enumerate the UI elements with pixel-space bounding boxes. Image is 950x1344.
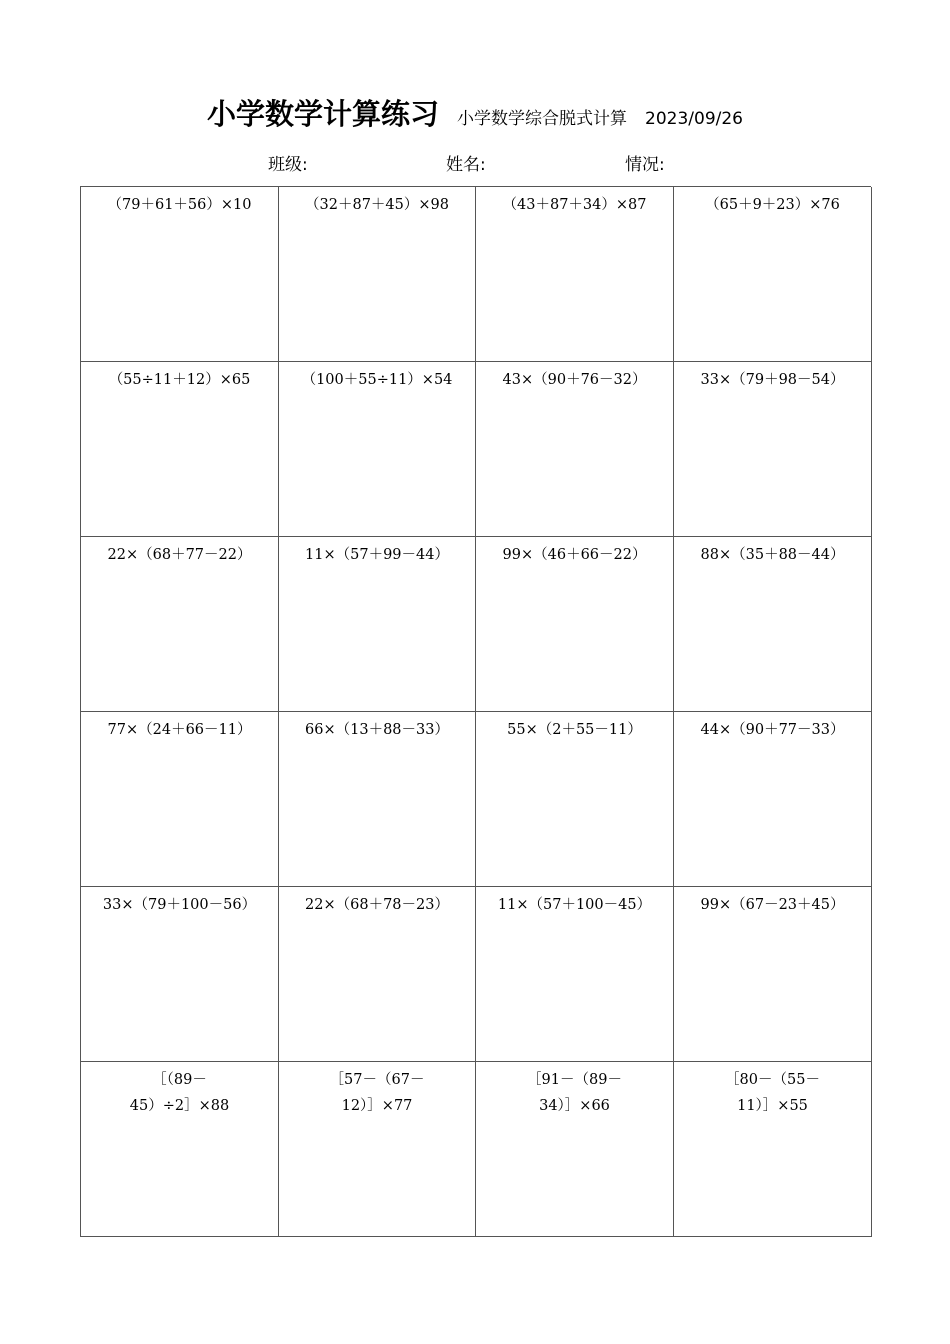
problem-expression: 11）］×55 xyxy=(737,1098,808,1114)
problem-expression: 55×（2＋55－11） xyxy=(507,722,642,738)
problem-cell xyxy=(279,187,476,362)
problem-expression: 66×（13＋88－33） xyxy=(305,722,449,738)
problem-cell xyxy=(476,537,674,712)
problem-expression: 77×（24＋66－11） xyxy=(107,722,252,738)
problem-expression: （79＋61＋56）×10 xyxy=(107,197,252,213)
problem-cell xyxy=(81,1062,279,1237)
problem-expression: 33×（79＋98－54） xyxy=(700,372,845,388)
problem-expression: 45）÷2］×88 xyxy=(129,1098,230,1114)
problem-expression: （43＋87＋34）×87 xyxy=(502,197,647,213)
problem-expression: ［57－（67－ xyxy=(329,1072,425,1088)
problem-cell xyxy=(279,362,476,537)
problem-expression: 99×（46＋66－22） xyxy=(502,547,647,563)
worksheet-date: 2023/09/26 xyxy=(645,109,743,129)
problem-cell xyxy=(279,887,476,1062)
problem-cell xyxy=(279,1062,476,1237)
worksheet-subtitle: 小学数学综合脱式计算 xyxy=(457,109,628,129)
problem-expression: ［80－（55－ xyxy=(725,1072,820,1088)
name-label: 姓名: xyxy=(446,155,486,175)
problem-expression: 22×（68＋78－23） xyxy=(305,897,449,913)
problem-cell xyxy=(476,362,674,537)
problem-expression: 44×（90＋77－33） xyxy=(700,722,845,738)
problem-expression: 34）］×66 xyxy=(539,1098,610,1114)
problem-cell xyxy=(674,187,872,362)
problem-cell xyxy=(674,537,872,712)
problem-cell xyxy=(674,887,872,1062)
problem-grid xyxy=(80,186,871,1237)
worksheet-header xyxy=(0,92,950,133)
problem-expression: ［91－（89－ xyxy=(527,1072,622,1088)
problem-expression: 99×（67－23＋45） xyxy=(700,897,845,913)
problem-expression: 88×（35＋88－44） xyxy=(700,547,845,563)
problem-cell xyxy=(279,712,476,887)
problem-expression: 43×（90＋76－32） xyxy=(502,372,647,388)
status-label: 情况: xyxy=(625,155,665,175)
problem-cell xyxy=(674,1062,872,1237)
problem-expression: （100＋55÷11）×54 xyxy=(301,372,453,388)
problem-cell xyxy=(81,362,279,537)
problem-expression: 11×（57＋99－44） xyxy=(305,547,449,563)
problem-cell xyxy=(279,537,476,712)
worksheet-title: 小学数学计算练习 xyxy=(207,97,440,131)
problem-expression: 22×（68＋77－22） xyxy=(107,547,252,563)
problem-expression: （65＋9＋23）×76 xyxy=(705,197,840,213)
problem-expression: 11×（57＋100－45） xyxy=(497,897,652,913)
problem-cell xyxy=(476,712,674,887)
problem-cell xyxy=(81,887,279,1062)
problem-expression: 33×（79＋100－56） xyxy=(102,897,257,913)
problem-cell xyxy=(476,1062,674,1237)
problem-cell xyxy=(81,537,279,712)
class-label: 班级: xyxy=(268,155,308,175)
problem-cell xyxy=(476,187,674,362)
problem-cell xyxy=(674,712,872,887)
problem-cell xyxy=(476,887,674,1062)
problem-cell xyxy=(674,362,872,537)
problem-expression: 12）］×77 xyxy=(341,1098,413,1114)
problem-cell xyxy=(81,712,279,887)
problem-expression: （32＋87＋45）×98 xyxy=(305,197,449,213)
problem-expression: ［（89－ xyxy=(152,1072,207,1088)
problem-expression: （55÷11＋12）×65 xyxy=(108,372,251,388)
problem-cell xyxy=(81,187,279,362)
